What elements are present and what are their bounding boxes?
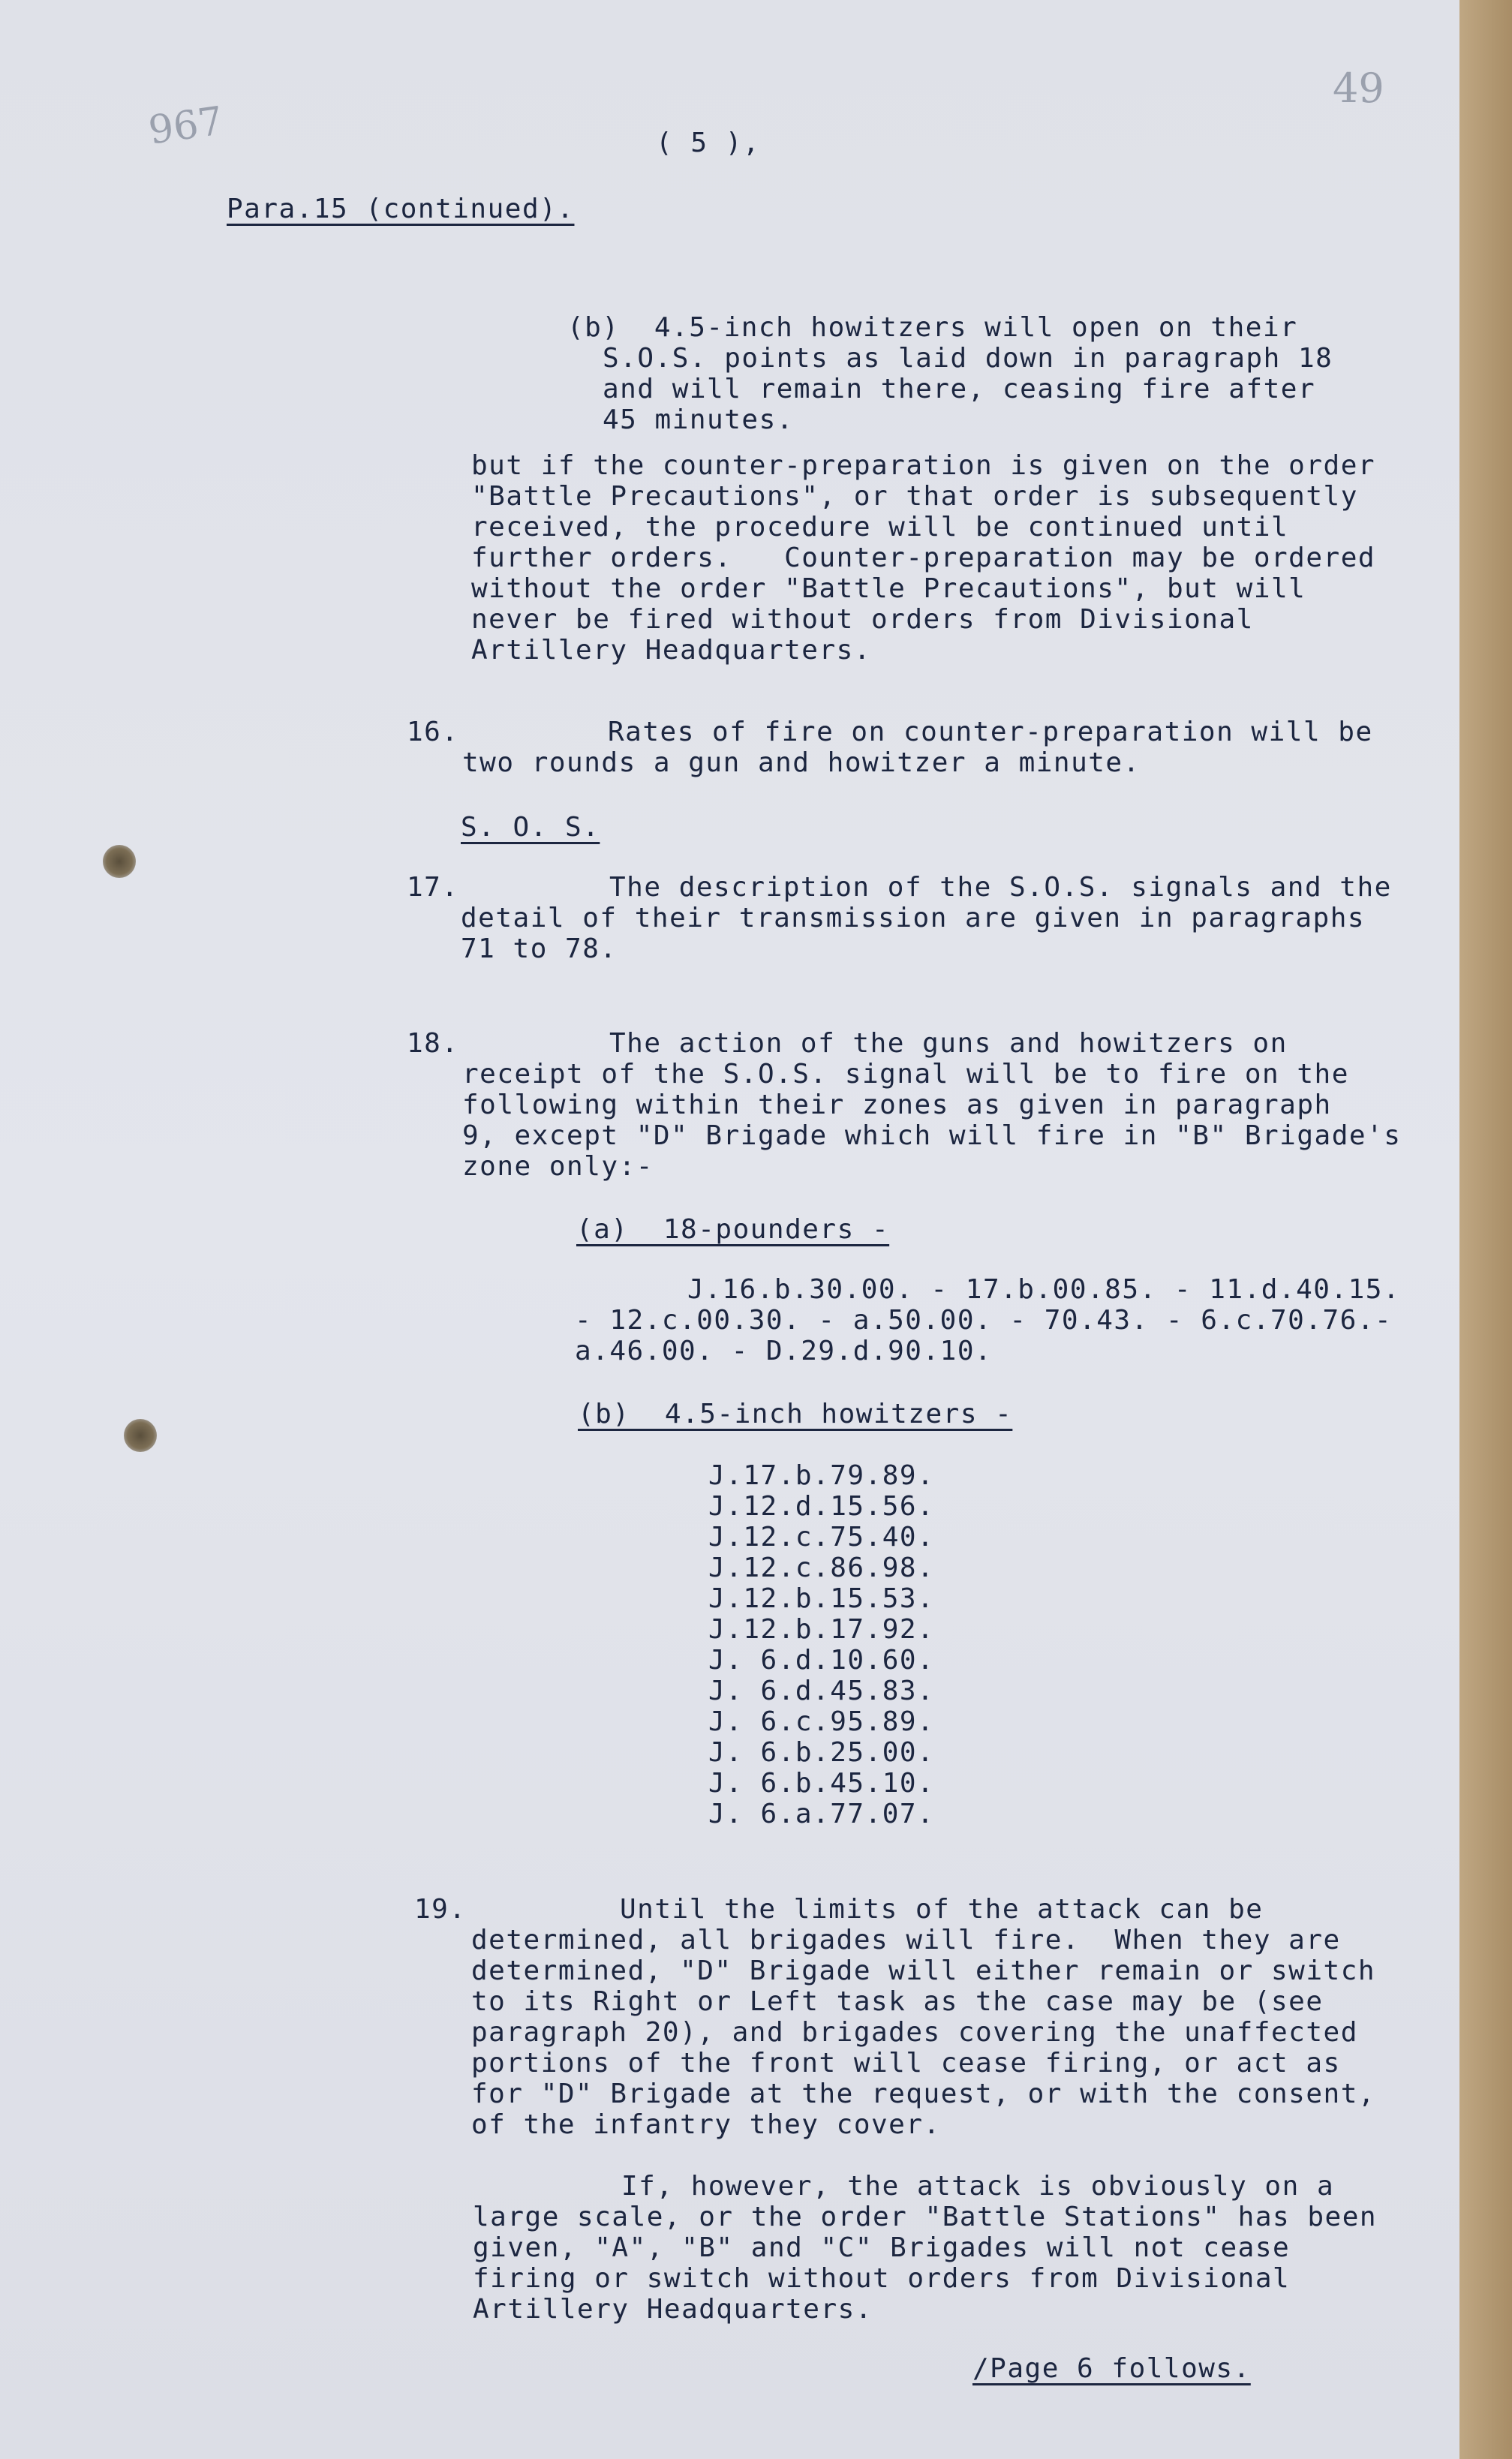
para18-number: 18. [407, 1028, 459, 1059]
para18a-line-1: J.16.b.30.00. - 17.b.00.85. - 11.d.40.15. [687, 1274, 1401, 1305]
para18-line-2: receipt of the S.O.S. signal will be to fire on the [462, 1059, 1349, 1090]
list-item: J. 6.d.10.60. [708, 1645, 935, 1676]
punch-hole-top [103, 845, 136, 878]
para18a-heading: (a) 18-pounders - [576, 1214, 890, 1245]
para19-second-line: Artillery Headquarters. [473, 2294, 873, 2325]
list-item: J.12.c.75.40. [708, 1522, 935, 1553]
para19-line-1: Until the limits of the attack can be [620, 1894, 1264, 1925]
para18b-heading: (b) 4.5-inch howitzers - [578, 1399, 1013, 1429]
para19-number: 19. [414, 1894, 467, 1925]
list-item: J.12.b.17.92. [708, 1614, 935, 1645]
para18a-line-3: a.46.00. - D.29.d.90.10. [575, 1336, 993, 1366]
para19-line: determined, all brigades will fire. When they are [471, 1925, 1341, 1955]
list-item: J.12.c.86.98. [708, 1553, 935, 1583]
para15b-line-3: and will remain there, ceasing fire after [603, 374, 1316, 404]
page-follows-note: /Page 6 follows. [972, 2353, 1251, 2384]
list-item: J. 6.b.25.00. [708, 1737, 935, 1768]
para15b-line-4: 45 minutes. [603, 404, 794, 435]
para19-second-line: firing or switch without orders from Divisional [473, 2263, 1291, 2294]
para16-number: 16. [407, 717, 459, 747]
para19-line: for "D" Brigade at the request, or with the consent, [471, 2079, 1376, 2109]
para19-line: of the infantry they cover. [471, 2109, 941, 2140]
para15b-line-1: (b) 4.5-inch howitzers will open on their [567, 312, 1298, 343]
para15-cont-line: further orders. Counter-preparation may be ordered [471, 543, 1376, 573]
list-item: J. 6.d.45.83. [708, 1676, 935, 1706]
para15-cont-line: never be fired without orders from Divisional [471, 604, 1254, 635]
para15-cont-line: received, the procedure will be continued until [471, 512, 1289, 543]
para18-line-4: 9, except "D" Brigade which will fire in "B" Brigade's [462, 1120, 1402, 1151]
list-item: J.12.b.15.53. [708, 1583, 935, 1614]
para19-body [471, 1925, 1375, 2140]
para15-cont-line: but if the counter-preparation is given on the order [471, 450, 1376, 481]
folio-number: 49 [1333, 65, 1384, 112]
archive-number: 967 [146, 98, 226, 154]
para16-line-1: Rates of fire on counter-preparation will be [608, 717, 1373, 747]
para15-cont-line: "Battle Precautions", or that order is subsequently [471, 481, 1358, 512]
para15-cont-line: Artillery Headquarters. [471, 635, 871, 666]
para16-line-2: two rounds a gun and howitzer a minute. [462, 747, 1141, 778]
page-marker: ( 5 ), [656, 128, 761, 158]
para18a-line-2: - 12.c.00.30. - a.50.00. - 70.43. - 6.c.70.76.- [575, 1305, 1393, 1336]
para17-number: 17. [407, 872, 459, 903]
list-item: J. 6.b.45.10. [708, 1768, 935, 1799]
para19-second-line: given, "A", "B" and "C" Brigades will not cease [473, 2232, 1291, 2263]
howitzer-target-list [708, 1460, 934, 1829]
para17-line-1: The description of the S.O.S. signals and the [609, 872, 1392, 903]
para15-continuation [471, 450, 1375, 666]
para17-line-2: detail of their transmission are given in paragraphs [461, 903, 1366, 933]
para15b-line-2: S.O.S. points as laid down in paragraph 18 [603, 343, 1333, 374]
para19-line: portions of the front will cease firing, or act as [471, 2048, 1341, 2079]
para18-line-5: zone only:- [462, 1151, 654, 1182]
list-item: J. 6.c.95.89. [708, 1706, 935, 1737]
para18-line-3: following within their zones as given in paragraph [462, 1090, 1332, 1120]
para17-line-3: 71 to 78. [461, 933, 618, 964]
para19-line: to its Right or Left task as the case may be (see [471, 1986, 1324, 2017]
para19-second-line: large scale, or the order "Battle Stations" has been [473, 2202, 1378, 2232]
punch-hole-bottom [124, 1419, 157, 1452]
para19-second-body [473, 2202, 1377, 2325]
para15-cont-line: without the order "Battle Precautions", but will [471, 573, 1306, 604]
sos-heading: S. O. S. [461, 812, 600, 843]
list-item: J. 6.a.77.07. [708, 1799, 935, 1829]
para-heading: Para.15 (continued). [227, 194, 575, 224]
list-item: J.12.d.15.56. [708, 1491, 935, 1522]
list-item: J.17.b.79.89. [708, 1460, 935, 1491]
para19-line: determined, "D" Brigade will either remain or switch [471, 1955, 1376, 1986]
para18-line-1: The action of the guns and howitzers on [609, 1028, 1288, 1059]
para19-line: paragraph 20), and brigades covering the unaffected [471, 2017, 1358, 2048]
para19-second-line-1: If, however, the attack is obviously on a [621, 2171, 1335, 2202]
